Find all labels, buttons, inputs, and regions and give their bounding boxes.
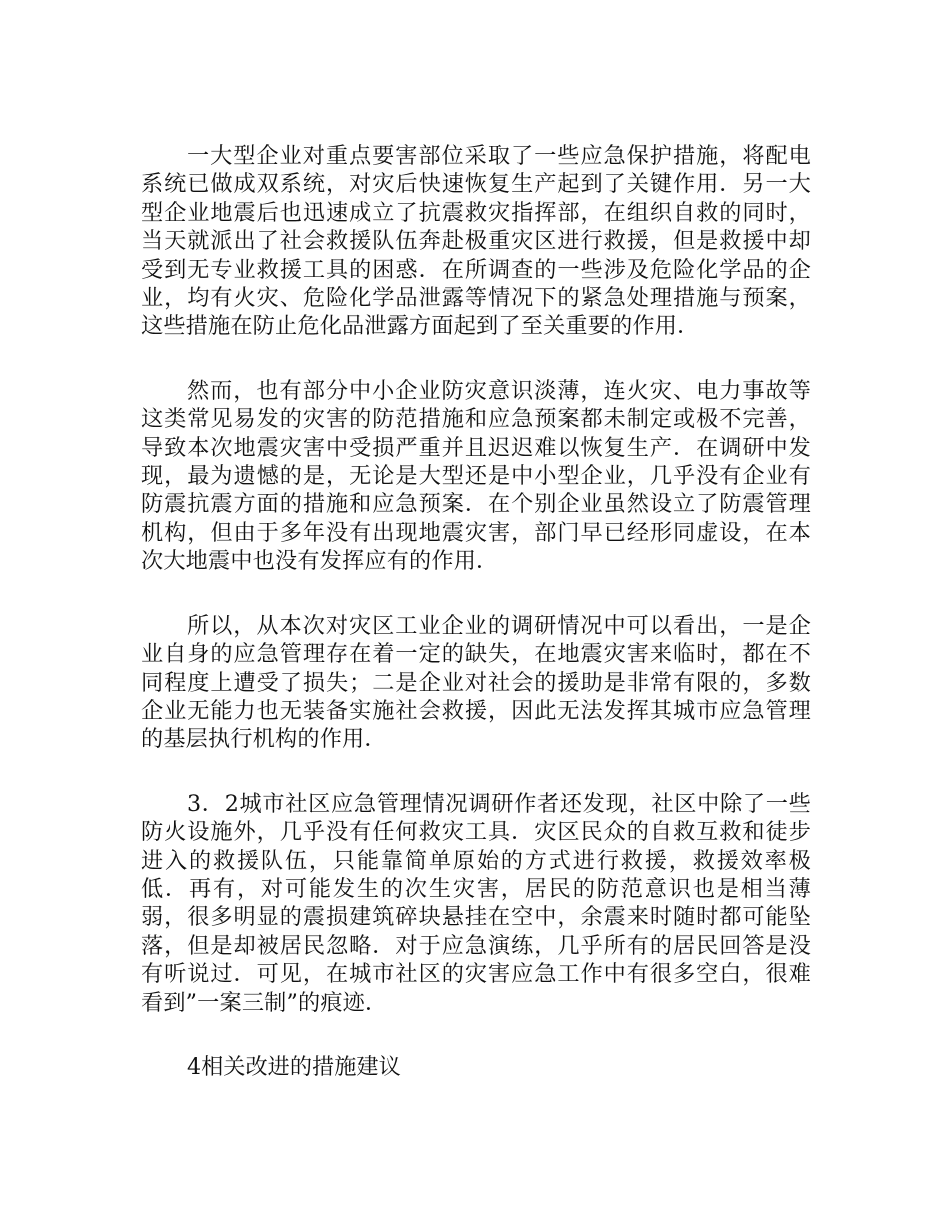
paragraph-3: 所以，从本次对灾区工业企业的调研情况中可以看出，一是企业自身的应急管理存在着一定的缺失，在地震灾害来临时，都在不同程度上遭受了损失；二是企业对社会的援助是非常有限的，多数企业无能力也无装备实施社会救援，因此无法发挥其城市应急管理的基层执行机构的作用． xyxy=(141,612,811,753)
paragraph-4: 3．2城市社区应急管理情况调研作者还发现，社区中除了一些防火设施外，几乎没有任何救灾工具．灾区民众的自救互救和徒步进入的救援队伍，只能靠简单原始的方式进行救援，救援效率极低．再有，对可能发生的次生灾害，居民的防范意识也是相当薄弱，很多明显的震损建筑碎块悬挂在空中，余震来时随时都可能坠落，但是却被居民忽略．对于应急演练，几乎所有的居民回答是没有听说过．可见，在城市社区的灾害应急工作中有很多空白，很难看到”一案三制”的痕迹． xyxy=(141,790,811,1016)
paragraph-1: 一大型企业对重点要害部位采取了一些应急保护措施，将配电系统已做成双系统，对灾后快速恢复生产起到了关键作用．另一大型企业地震后也迅速成立了抗震救灾指挥部，在组织自救的同时，当天就派出了社会救援队伍奔赴极重灾区进行救援，但是救援中却受到无专业救援工具的困惑．在所调查的一些涉及危险化学品的企业，均有火灾、危险化学品泄露等情况下的紧急处理措施与预案，这些措施在防止危化品泄露方面起到了至关重要的作用． xyxy=(141,143,811,340)
document-page xyxy=(141,142,811,1081)
paragraph-2: 然而，也有部分中小企业防灾意识淡薄，连火灾、电力事故等这类常见易发的灾害的防范措施和应急预案都未制定或极不完善，导致本次地震灾害中受损严重并且迟迟难以恢复生产．在调研中发现，最为遗憾的是，无论是大型还是中小型企业，几乎没有企业有防震抗震方面的措施和应急预案．在个别企业虽然设立了防震管理机构，但由于多年没有出现地震灾害，部门早已经形同虚设，在本次大地震中也没有发挥应有的作用． xyxy=(141,377,811,575)
section-heading: 4相关改进的措施建议 xyxy=(187,1053,401,1080)
